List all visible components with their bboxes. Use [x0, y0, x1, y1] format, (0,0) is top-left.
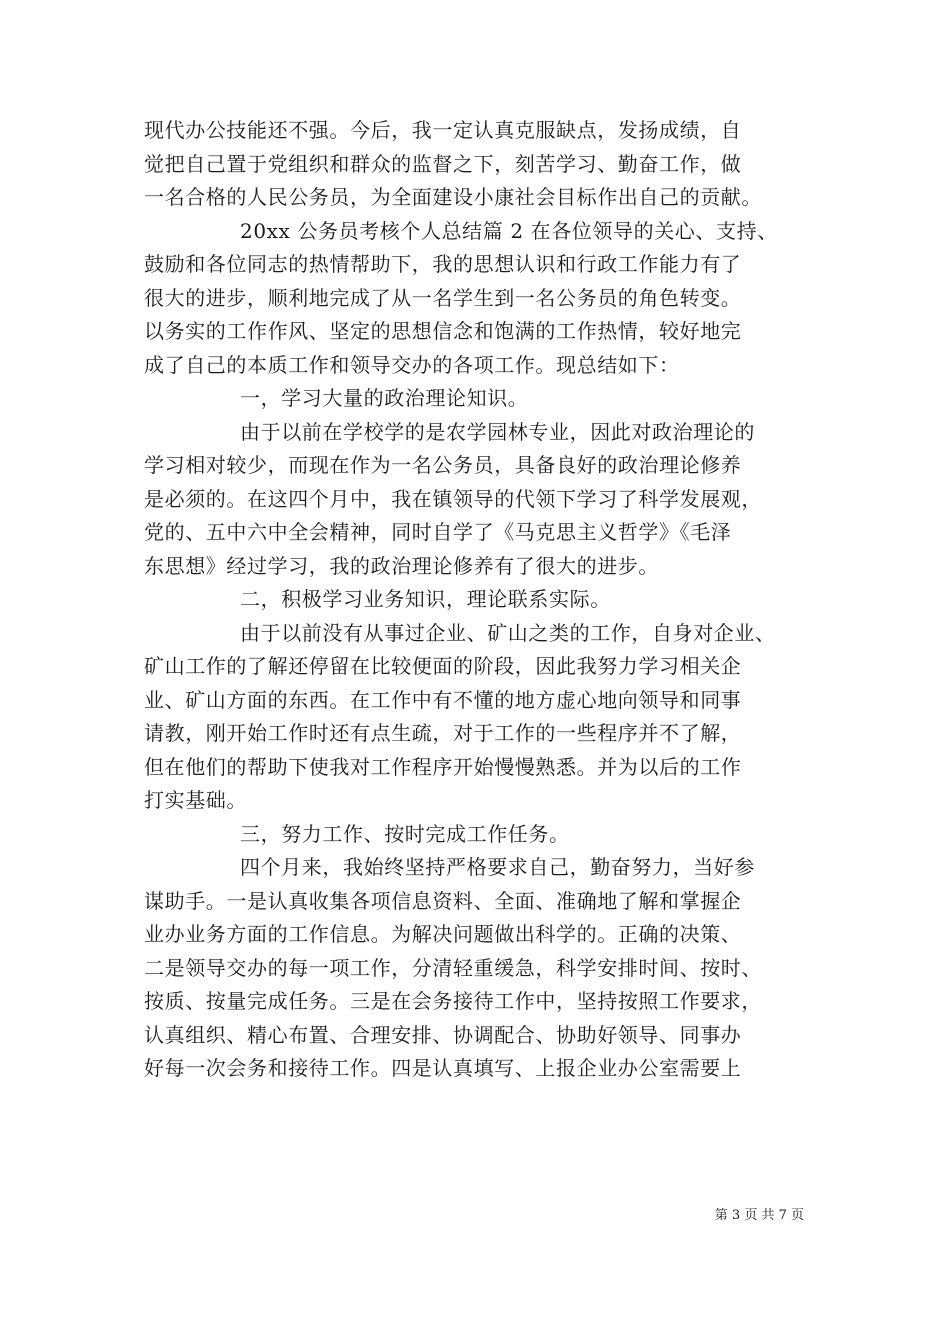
text-line: 业办业务方面的工作信息。为解决问题做出科学的。正确的决策、	[144, 922, 742, 946]
text-line: 谋助手。一是认真收集各项信息资料、全面、准确地了解和掌握企	[144, 888, 742, 913]
text-line: 20xx 公务员考核个人总结篇 2 在各位领导的关心、支持、	[240, 218, 778, 243]
text-line: 请教，刚开始工作时还有点生疏，对于工作的一些程序并不了解，	[144, 721, 742, 745]
page-number: 第 3 页 共 7 页	[714, 1208, 804, 1223]
text-line: 业、矿山方面的东西。在工作中有不懂的地方虚心地向领导和同事	[144, 687, 742, 712]
text-line: 由于以前在学校学的是农学园林专业，因此对政治理论的	[240, 419, 755, 444]
text-line: 以务实的工作作风、坚定的思想信念和饱满的工作热情，较好地完	[144, 319, 742, 343]
text-line: 成了自己的本质工作和领导交办的各项工作。现总结如下：	[144, 352, 680, 377]
text-line: 是必须的。在这四个月中，我在镇领导的代领下学习了科学发展观，	[144, 486, 762, 511]
text-line: 东思想》经过学习，我的政治理论修养有了很大的进步。	[144, 553, 659, 578]
text-line: 二，积极学习业务知识，理论联系实际。	[240, 587, 611, 611]
text-line: 但在他们的帮助下使我对工作程序开始慢慢熟悉。并为以后的工作	[144, 754, 742, 779]
text-line: 一，学习大量的政治理论知识。	[240, 386, 529, 410]
text-line: 二是领导交办的每一项工作，分清轻重缓急，科学安排时间、按时、	[144, 955, 762, 980]
text-line: 现代办公技能还不强。今后，我一定认真克服缺点，发扬成绩，自	[144, 118, 742, 142]
text-line: 学习相对较少，而现在作为一名公务员，具备良好的政治理论修养	[144, 453, 742, 477]
text-line: 认真组织、精心布置、合理安排、协调配合、协助好领导、同事办	[144, 1022, 742, 1047]
text-line: 按质、按量完成任务。三是在会务接待工作中，坚持按照工作要求，	[144, 989, 762, 1013]
text-line: 由于以前没有从事过企业、矿山之类的工作，自身对企业、	[240, 620, 776, 645]
text-line: 三，努力工作、按时完成工作任务。	[240, 821, 570, 846]
text-line: 打实基础。	[144, 788, 247, 812]
text-line: 四个月来，我始终坚持严格要求自己，勤奋努力，当好参	[240, 855, 755, 879]
text-line: 好每一次会务和接待工作。四是认真填写、上报企业办公室需要上	[144, 1056, 742, 1080]
text-line: 鼓励和各位同志的热情帮助下，我的思想认识和行政工作能力有了	[144, 252, 742, 276]
document-body	[144, 114, 816, 1086]
text-line: 矿山工作的了解还停留在比较便面的阶段，因此我努力学习相关企	[144, 654, 742, 678]
text-line: 一名合格的人民公务员，为全面建设小康社会目标作出自己的贡献。	[144, 185, 762, 209]
text-line: 很大的进步，顺利地完成了从一名学生到一名公务员的角色转变。	[144, 285, 742, 310]
text-line: 党的、五中六中全会精神，同时自学了《马克思主义哲学》《毛泽	[144, 520, 732, 544]
text-line: 觉把自己置于党组织和群众的监督之下，刻苦学习、勤奋工作，做	[144, 151, 742, 176]
